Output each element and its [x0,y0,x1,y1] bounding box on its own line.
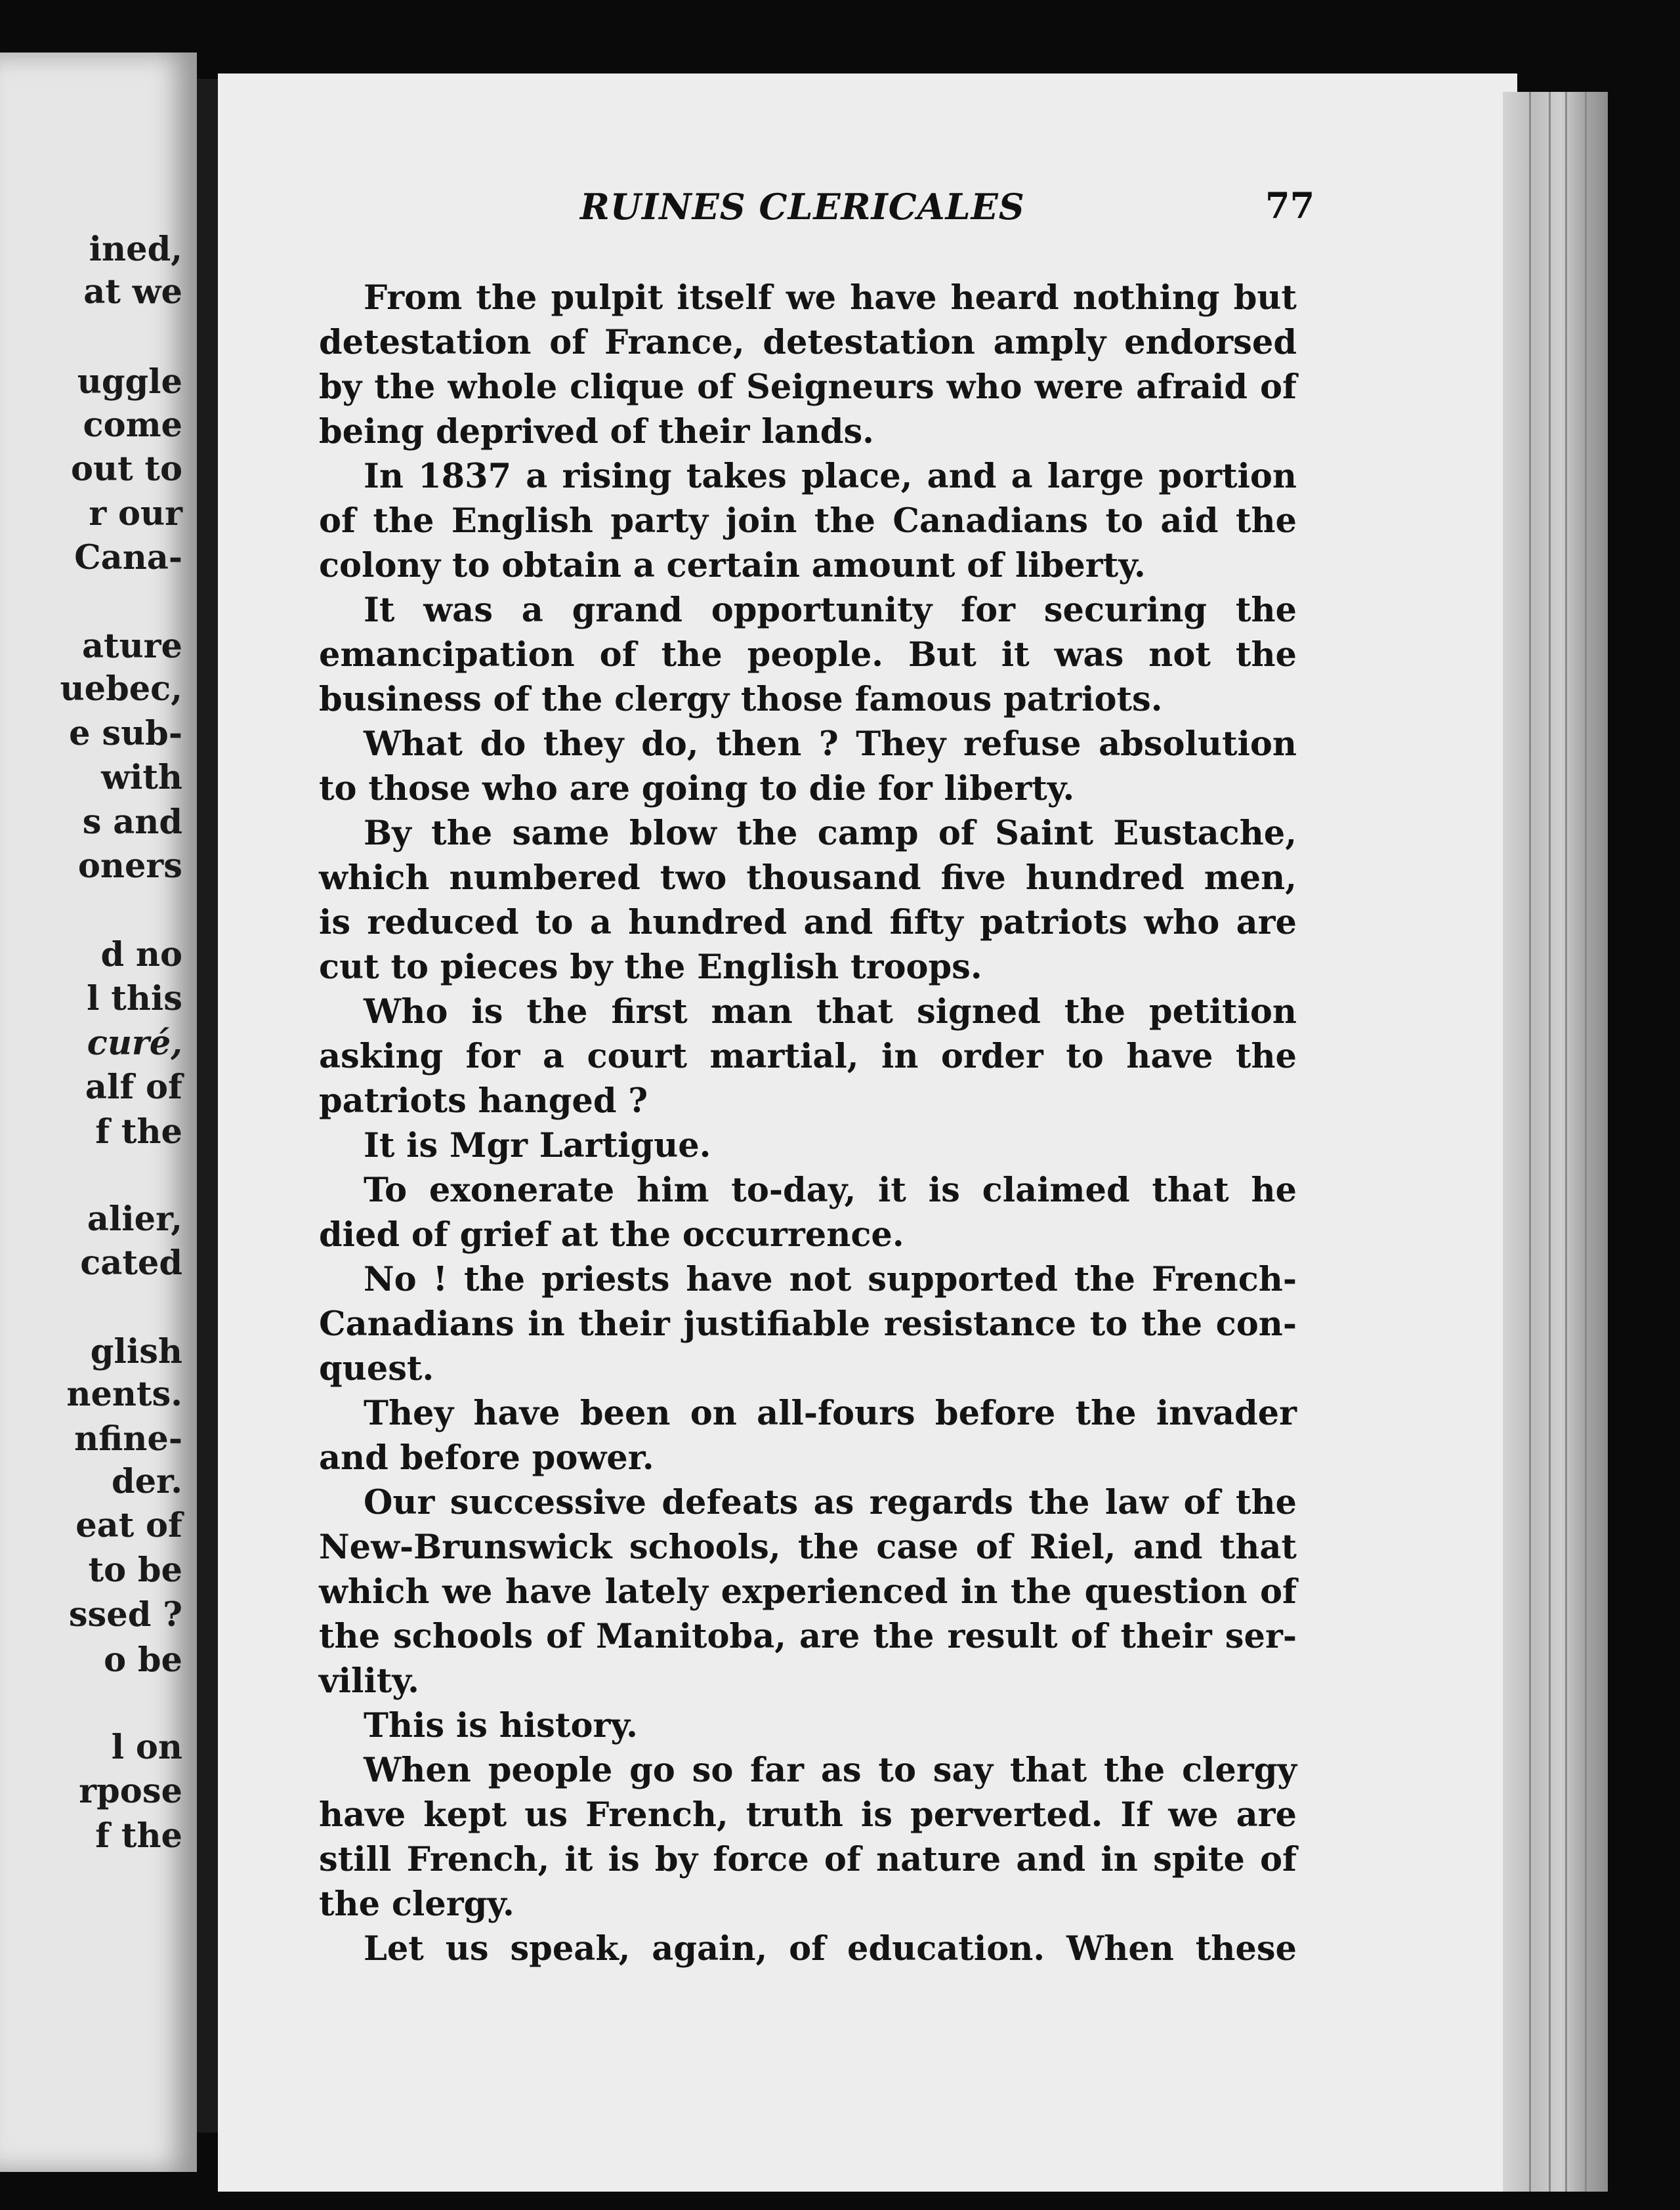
text-line: cut to pieces by the English troops. [319,948,982,987]
left-page-fragment: uebec, [60,669,182,709]
left-page-fragment: cated [80,1243,182,1283]
text-line: From the pulpit itself we have heard nothing but [364,278,1297,318]
facing-page-left [0,52,197,2172]
gutter-shadow [197,79,218,2133]
text-line: detestation of France, detestation amply endorsed [319,323,1297,362]
left-page-fragment: eat of [75,1506,182,1545]
page-block-edge [1503,92,1608,2192]
text-line: the schools of Manitoba, are the result of their ser- [319,1617,1297,1656]
text-line: To exonerate him to-day, it is claimed that he [364,1171,1297,1210]
text-line: the clergy. [319,1885,514,1924]
text-line: No ! the priests have not supported the French- [364,1260,1297,1299]
text-line: Who is the first man that signed the petition [364,992,1297,1032]
text-line: Our successive defeats as regards the law of the [364,1483,1297,1522]
text-line: being deprived of their lands. [319,412,874,451]
text-line: have kept us French, truth is perverted. If we are [319,1795,1297,1835]
text-line: Let us speak, again, of education. When these [364,1929,1297,1969]
left-page-fragment: d no [100,935,182,974]
text-line: by the whole clique of Seigneurs who were afraid of [319,367,1297,407]
left-page-fragment: o be [104,1640,182,1680]
text-line: emancipation of the people. But it was not the [319,635,1297,675]
text-line: By the same blow the camp of Saint Eustache, [364,814,1297,853]
left-page-fragment: l on [111,1728,182,1767]
text-line: New-Brunswick schools, the case of Riel, and that [319,1528,1297,1567]
body-text [319,276,1297,1971]
left-page-fragment: ature [82,627,182,666]
left-page-fragment: nfine- [74,1419,182,1459]
left-page-fragment: to be [88,1551,182,1590]
left-page-fragment: Cana- [74,538,182,577]
left-page-fragment: come [83,406,182,445]
text-line: In 1837 a rising takes place, and a large portion [364,457,1297,496]
left-page-fragment: e sub- [69,714,182,753]
left-page-fragment: at we [83,272,182,312]
left-page-fragment: glish [90,1332,182,1371]
text-line: Canadians in their justifiable resistance to the con- [319,1304,1297,1344]
text-line: to those who are going to die for liberty. [319,769,1075,808]
text-line: This is history. [364,1706,638,1745]
left-page-fragment: alier, [87,1199,182,1239]
text-line: died of grief at the occurrence. [319,1215,904,1255]
text-line: which numbered two thousand five hundred men, [319,858,1297,898]
text-line: It was a grand opportunity for securing the [364,591,1297,630]
text-line: It is Mgr Lartigue. [364,1126,711,1165]
left-page-fragment: rpose [79,1772,182,1811]
left-page-fragment: oners [77,846,182,886]
running-title: RUINES CLERICALES [580,186,1025,228]
text-line: still French, it is by force of nature and in spite of [319,1840,1297,1879]
text-line: patriots hanged ? [319,1081,648,1121]
text-line: which we have lately experienced in the question of [319,1572,1297,1612]
text-line: vility. [319,1661,419,1701]
left-page-fragment: with [101,758,182,797]
text-line: asking for a court martial, in order to have the [319,1037,1297,1076]
text-line: of the English party join the Canadians to aid the [319,501,1297,541]
scan-background-right [1608,0,1680,2210]
left-page-fragment: r our [89,494,182,533]
left-page-fragment: der. [111,1462,182,1501]
page-number: 77 [1265,184,1315,226]
left-page-fragment: f the [95,1112,182,1152]
left-page-fragment: ined, [89,230,182,269]
text-line: What do they do, then ? They refuse absolution [364,724,1297,764]
left-page-fragment: s and [82,803,182,842]
text-line: quest. [319,1349,434,1388]
left-page-fragment: out to [71,449,182,489]
text-line: They have been on all-fours before the invader [364,1394,1297,1433]
text-line: is reduced to a hundred and fifty patriots who are [319,903,1297,942]
text-line: and before power. [319,1438,654,1478]
text-line: When people go so far as to say that the clergy [364,1751,1297,1790]
left-page-fragment: curé, [87,1024,182,1063]
left-page-fragment: uggle [77,362,182,402]
text-line: colony to obtain a certain amount of liberty. [319,546,1146,585]
left-page-fragment: nents. [66,1375,182,1414]
text-line: business of the clergy those famous patriots. [319,680,1163,719]
left-page-fragment: f the [95,1816,182,1856]
left-page-fragment: l this [87,979,182,1018]
left-page-fragment: alf of [85,1068,182,1107]
left-page-fragment: ssed ? [68,1595,182,1635]
